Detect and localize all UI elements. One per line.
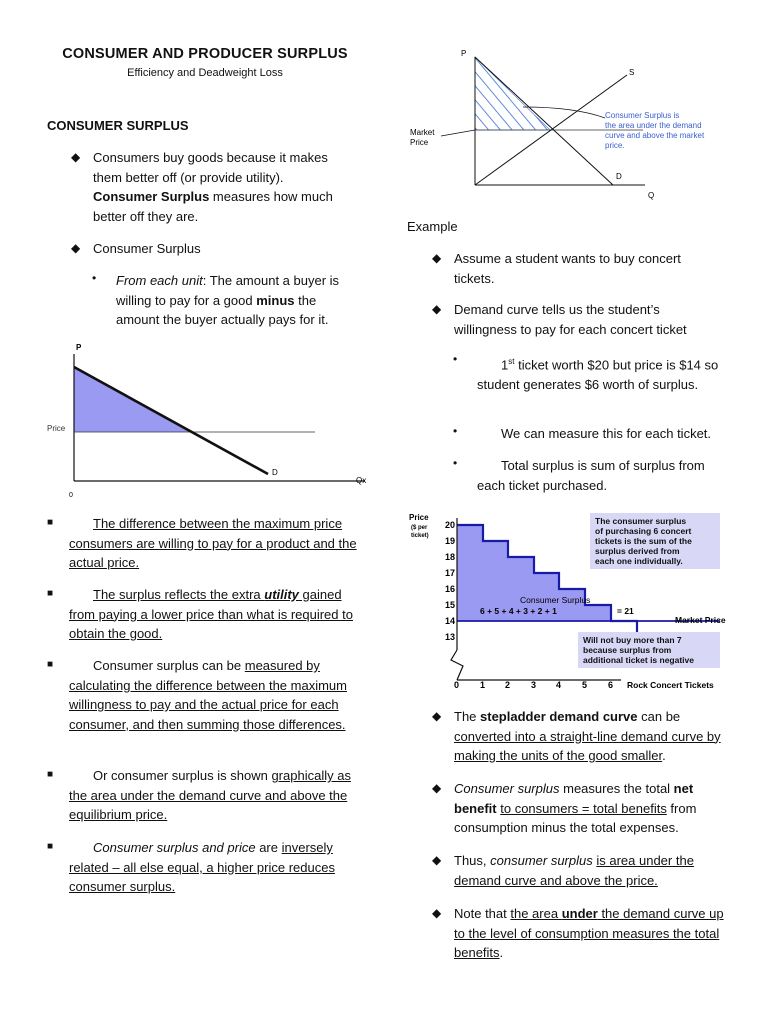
example-heading: Example (407, 219, 458, 234)
cs-label: Consumer Surplus (520, 595, 591, 605)
p-label: P (76, 343, 82, 352)
d-label: D (616, 172, 622, 181)
origin-label: 0 (69, 492, 73, 499)
s-label: S (629, 68, 635, 77)
x-axis-title: Rock Concert Tickets (627, 680, 714, 690)
para-utility: The surplus reflects the extra utility gained from paying a lower price than what is required to obtain the good. (69, 587, 353, 641)
y-tick: 18 (445, 552, 456, 562)
diamond-bullet-icon: ◆ (432, 781, 442, 795)
market-price-pointer (441, 130, 475, 136)
dot-bullet-icon: • (453, 456, 458, 470)
diamond-bullet-icon: ◆ (71, 150, 81, 164)
bullet-consumers-buy: Consumers buy goods because it makes them better off (or provide utility). Consumer Surplus measures how much better off they are. (93, 150, 333, 224)
y-axis-title: Price ($ per ticket) (409, 513, 429, 539)
diamond-bullet-icon: ◆ (71, 241, 81, 255)
page-subtitle: Efficiency and Deadweight Loss (127, 67, 283, 79)
y-ticks (445, 520, 455, 642)
y-tick: 19 (445, 536, 456, 546)
x-tick: 4 (556, 680, 562, 690)
dot-bullet-icon: • (453, 424, 458, 438)
x-tick: 0 (454, 680, 460, 690)
sub-measure-each: We can measure this for each ticket. (501, 426, 712, 441)
square-bullet-icon: ■ (47, 588, 54, 599)
market-price-label: Market Price (675, 615, 726, 625)
bullet-assume: Assume a student wants to buy concert tickets. (454, 251, 681, 286)
y-tick: 14 (445, 616, 456, 626)
square-bullet-icon: ■ (47, 517, 54, 528)
x-tick: 6 (608, 680, 614, 690)
para-measured: Consumer surplus can be measured by calculating the difference between the maximum willingness to pay and the actual price for each consumer, and then summing those differences. (69, 658, 347, 732)
bullet-note-that: Note that the area under the demand curve up to the level of consumption measures the total benefits. (454, 906, 724, 960)
sub-bullet-each-unit: From each unit: The amount a buyer is willing to pay for a good minus the amount the buyer actually pays for it. (116, 273, 340, 327)
y-tick: 17 (445, 568, 456, 578)
q-label: Q (648, 191, 655, 200)
para-graphically: Or consumer surplus is shown graphically as the area under the demand curve and above the equilibrium price. (69, 768, 351, 822)
para-inversely: Consumer surplus and price are inversely related – all else equal, a higher price reduces consumer surplus. (69, 840, 335, 894)
x-tick: 1 (480, 680, 486, 690)
diamond-bullet-icon: ◆ (432, 302, 442, 316)
consumer-surplus-chart (40, 338, 380, 503)
price-label: Price (47, 424, 66, 433)
square-bullet-icon: ■ (47, 841, 54, 852)
diamond-bullet-icon: ◆ (432, 251, 442, 265)
market-price-label: Market Price (410, 128, 435, 147)
square-bullet-icon: ■ (47, 769, 54, 780)
bullet-net-benefit: Consumer surplus measures the total net benefit to consumers = total benefits from consumption minus the total expenses. (454, 781, 697, 835)
callout-not-buy-more: Will not buy more than 7 because surplus from additional ticket is negative (578, 632, 720, 668)
sub-total-surplus: Total surplus is sum of surplus from each ticket purchased. (477, 458, 705, 493)
axis-break (451, 650, 463, 680)
cs-note: Consumer Surplus is the area under the demand curve and above the market price. (605, 111, 705, 150)
y-tick: 16 (445, 584, 456, 594)
para-difference: The difference between the maximum price consumers are willing to pay for a product and the actual price. (69, 516, 357, 570)
bullet-thus: Thus, consumer surplus is area under the demand curve and above the price. (454, 853, 694, 888)
square-bullet-icon: ■ (47, 659, 54, 670)
dot-bullet-icon: • (453, 352, 458, 366)
section-title: CONSUMER SURPLUS (47, 118, 189, 133)
qx-label: Qx (356, 476, 367, 485)
cs-equals: = 21 (617, 606, 634, 616)
x-tick: 3 (531, 680, 537, 690)
y-tick: 20 (445, 520, 456, 530)
y-tick: 13 (445, 632, 456, 642)
dot-bullet-icon: • (92, 271, 97, 285)
d-label: D (272, 468, 278, 477)
sub-first-ticket: 1st ticket worth $20 but price is $14 so student generates $6 worth of surplus. (477, 357, 719, 392)
callout-sum-surplus: The consumer surplus of purchasing 6 concert tickets is the sum of the surplus derived from each one individually. (590, 513, 720, 569)
x-tick: 5 (582, 680, 588, 690)
diamond-bullet-icon: ◆ (432, 906, 442, 920)
x-tick: 2 (505, 680, 511, 690)
bullet-stepladder: The stepladder demand curve can be converted into a straight-line demand curve by making the units of the good smaller. (454, 709, 721, 763)
bullet-consumer-surplus: Consumer Surplus (93, 241, 201, 256)
cs-sum: 6 + 5 + 4 + 3 + 2 + 1 (480, 606, 557, 616)
diamond-bullet-icon: ◆ (432, 853, 442, 867)
p-label: P (461, 49, 467, 58)
x-ticks (454, 680, 613, 690)
supply-demand-chart (405, 45, 750, 205)
page-title: CONSUMER AND PRODUCER SURPLUS (62, 46, 348, 62)
diamond-bullet-icon: ◆ (432, 709, 442, 723)
bullet-demand-curve: Demand curve tells us the student’s willingness to pay for each concert ticket (454, 302, 687, 337)
y-tick: 15 (445, 600, 456, 610)
